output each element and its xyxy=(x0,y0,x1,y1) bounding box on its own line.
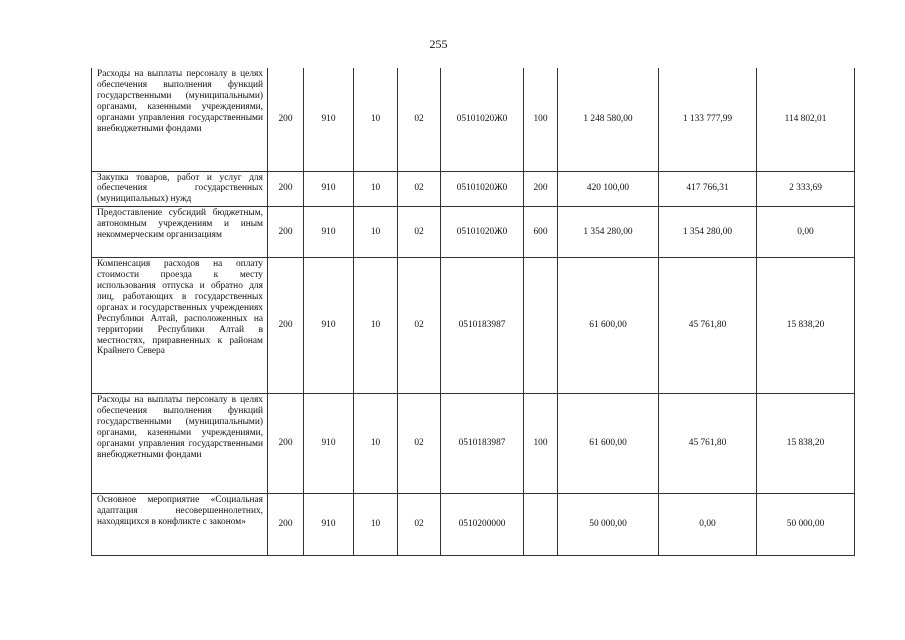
executed-amount-cell: 417 766,31 xyxy=(659,171,757,207)
expense-type-cell xyxy=(524,494,558,556)
planned-amount-cell: 61 600,00 xyxy=(558,394,659,494)
subsection-cell: 02 xyxy=(398,68,441,171)
table-row xyxy=(92,394,855,494)
row-name-cell: Предоставление субсидий бюджетным, автономным учреждениям и иным некоммерческим организациям xyxy=(92,207,268,258)
section-cell: 10 xyxy=(354,394,398,494)
planned-amount-cell: 50 000,00 xyxy=(558,494,659,556)
subsection-cell: 02 xyxy=(398,258,441,394)
budget-table xyxy=(91,68,855,556)
planned-amount-cell: 1 248 580,00 xyxy=(558,68,659,171)
section-cell: 10 xyxy=(354,68,398,171)
admin-code-cell: 200 xyxy=(268,68,304,171)
planned-amount-cell: 61 600,00 xyxy=(558,258,659,394)
subsection-cell: 02 xyxy=(398,494,441,556)
admin-code-cell: 200 xyxy=(268,394,304,494)
table-row xyxy=(92,171,855,207)
row-name-cell: Расходы на выплаты персоналу в целях обеспечения выполнения функций государственными (муниципальными) органами, казенными учреждениями, органами управления государственными внебюджетными фондами xyxy=(92,68,268,171)
row-name-cell: Основное мероприятие «Социальная адаптация несовершеннолетних, находящихся в конфликте с законом» xyxy=(92,494,268,556)
section-cell: 10 xyxy=(354,171,398,207)
section-cell: 10 xyxy=(354,494,398,556)
section-cell: 10 xyxy=(354,207,398,258)
subsection-cell: 02 xyxy=(398,207,441,258)
remainder-amount-cell: 15 838,20 xyxy=(757,394,855,494)
executed-amount-cell: 45 761,80 xyxy=(659,394,757,494)
remainder-amount-cell: 0,00 xyxy=(757,207,855,258)
admin-code-cell: 200 xyxy=(268,494,304,556)
planned-amount-cell: 420 100,00 xyxy=(558,171,659,207)
table-row xyxy=(92,258,855,394)
target-article-cell: 05101020Ж0 xyxy=(441,68,524,171)
target-article-cell: 0510183987 xyxy=(441,258,524,394)
section-cell: 10 xyxy=(354,258,398,394)
row-name-cell: Компенсация расходов на оплату стоимости проезда к месту использования отпуска и обратно для лиц, работающих в государственных органах и государственных учреждениях Республики Алтай, расположенных на территории Республики Алтай в местностях, приравненных к районам Крайнего Севера xyxy=(92,258,268,394)
admin-code-cell: 200 xyxy=(268,171,304,207)
executed-amount-cell: 1 133 777,99 xyxy=(659,68,757,171)
expense-type-cell: 200 xyxy=(524,171,558,207)
target-article-cell: 05101020Ж0 xyxy=(441,171,524,207)
page-number: 255 xyxy=(429,37,448,51)
admin-code-cell: 200 xyxy=(268,258,304,394)
ministry-code-cell: 910 xyxy=(304,207,354,258)
target-article-cell: 0510183987 xyxy=(441,394,524,494)
executed-amount-cell: 0,00 xyxy=(659,494,757,556)
table-row xyxy=(92,68,855,171)
subsection-cell: 02 xyxy=(398,171,441,207)
ministry-code-cell: 910 xyxy=(304,494,354,556)
table-row xyxy=(92,207,855,258)
remainder-amount-cell: 2 333,69 xyxy=(757,171,855,207)
subsection-cell: 02 xyxy=(398,394,441,494)
expense-type-cell: 100 xyxy=(524,394,558,494)
expense-type-cell: 100 xyxy=(524,68,558,171)
ministry-code-cell: 910 xyxy=(304,258,354,394)
table-row xyxy=(92,494,855,556)
target-article-cell: 0510200000 xyxy=(441,494,524,556)
executed-amount-cell: 45 761,80 xyxy=(659,258,757,394)
ministry-code-cell: 910 xyxy=(304,171,354,207)
ministry-code-cell: 910 xyxy=(304,68,354,171)
expense-type-cell: 600 xyxy=(524,207,558,258)
expense-type-cell xyxy=(524,258,558,394)
row-name-cell: Расходы на выплаты персоналу в целях обеспечения выполнения функций государственными (муниципальными) органами, казенными учреждениями, органами управления государственными внебюджетными фондами xyxy=(92,394,268,494)
ministry-code-cell: 910 xyxy=(304,394,354,494)
remainder-amount-cell: 50 000,00 xyxy=(757,494,855,556)
admin-code-cell: 200 xyxy=(268,207,304,258)
row-name-cell: Закупка товаров, работ и услуг для обеспечения государственных (муниципальных) нужд xyxy=(92,171,268,207)
planned-amount-cell: 1 354 280,00 xyxy=(558,207,659,258)
target-article-cell: 05101020Ж0 xyxy=(441,207,524,258)
executed-amount-cell: 1 354 280,00 xyxy=(659,207,757,258)
remainder-amount-cell: 15 838,20 xyxy=(757,258,855,394)
remainder-amount-cell: 114 802,01 xyxy=(757,68,855,171)
